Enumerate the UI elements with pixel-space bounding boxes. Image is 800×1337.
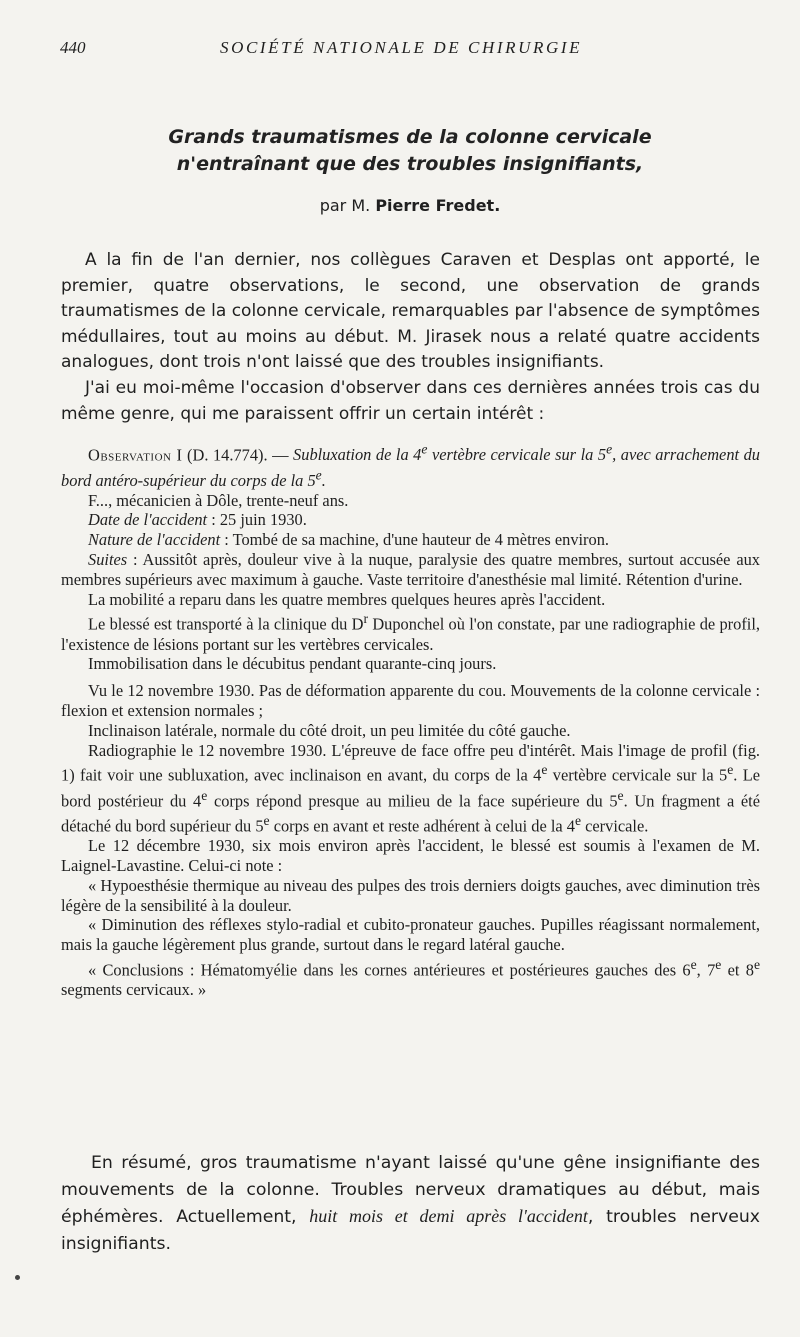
quote-paragraph-2: « Diminution des réflexes stylo-radial et cubito-pronateur gauches. Pupilles réagissant normalement, mais la gauche légèrement plus grande, surtout dans le regard latéral gauche. xyxy=(61,915,760,955)
superscript: e xyxy=(715,956,722,972)
byline-prefix: par M. xyxy=(319,196,371,215)
page-header xyxy=(60,38,760,64)
accident-nature xyxy=(61,530,760,550)
title-line-1: Grands traumatismes de la colonne cervicale xyxy=(168,126,652,148)
nature-value: : Tombé de sa machine, d'une hauteur de 4 mètres environ. xyxy=(220,530,610,550)
running-title: SOCIÉTÉ NATIONALE DE CHIRURGIE xyxy=(220,38,583,57)
superscript: e xyxy=(541,762,548,778)
intro-paragraph-2: J'ai eu moi-même l'occasion d'observer dans ces dernières années trois cas du même genre, qui me paraissent offrir un certain intérêt : xyxy=(61,377,760,424)
observation-heading xyxy=(61,440,760,491)
superscript: e xyxy=(201,787,208,803)
examen-paragraph: Le 12 décembre 1930, six mois environ après l'accident, le blessé est soumis à l'examen de M. Laignel-Lavastine. Celui-ci note : xyxy=(61,836,760,875)
summary-paragraph xyxy=(61,1150,760,1257)
observation-section xyxy=(61,440,760,1000)
quote-part: , 7 xyxy=(696,960,716,980)
date-value: : 25 juin 1930. xyxy=(207,510,307,530)
summary-text: En résumé, gros traumatisme n'ayant laissé qu'une gêne insignifiante des mouvements de la colonne. Troubles nerveux dramatiques au début, mais éphémères. Actuellement, xyxy=(61,1153,760,1227)
summary-italic: huit mois et demi après l'accident xyxy=(309,1206,588,1226)
radio-part: . Le bord postérieur du 4 xyxy=(61,765,761,811)
transport-part: Le blessé est transporté à la clinique du D xyxy=(88,614,364,634)
patient-line: F..., mécanicien à Dôle, trente-neuf ans. xyxy=(88,490,349,510)
introduction xyxy=(61,248,760,427)
summary-text-end: , troubles nerveux insignifiants. xyxy=(61,1207,760,1254)
author-name: Pierre Fredet. xyxy=(375,196,501,215)
summary-section xyxy=(61,1150,760,1257)
superscript: e xyxy=(617,787,624,803)
transport-paragraph xyxy=(61,609,760,654)
mobilite-paragraph: La mobilité a reparu dans les quatre membres quelques heures après l'accident. xyxy=(88,589,606,609)
ink-speck xyxy=(15,1275,20,1280)
transport-part: Duponchel où l'on constate, par une radiographie de profil, l'existence de lésions portant sur les vertèbres cervicales. xyxy=(61,614,760,654)
inclinaison-paragraph: Inclinaison latérale, normale du côté droit, un peu limitée du côté gauche. xyxy=(88,720,571,740)
superscript: e xyxy=(606,442,613,457)
superscript: e xyxy=(421,442,428,457)
observation-ref: (D. 14.774). — xyxy=(182,445,294,465)
observation-title-part: . xyxy=(321,470,326,490)
nature-label: Nature de l'accident xyxy=(88,530,221,550)
intro-paragraph-1: A la fin de l'an dernier, nos collègues Caraven et Desplas ont apporté, le premier, quatre observations, le second, une observation de grands traumatismes de la colonne cervicale, remarquables par l'absence de symptômes médullaires, tout au moins au début. M. Jirasek nous a relaté quatre accidents analogues, dont trois n'ont laissé que des troubles insignifiants. xyxy=(61,250,760,373)
byline xyxy=(60,196,760,215)
superscript: e xyxy=(263,812,270,828)
radio-part: corps répond presque au milieu de la face supérieure du 5 xyxy=(207,791,618,811)
superscript: r xyxy=(363,611,369,627)
radio-part: Radiographie le 12 novembre 1930. L'épreuve de face offre peu d'intérêt. Mais l'image de profil (fig. 1) fait voir une subluxation, avec inclinaison en avant, du corps de la 4 xyxy=(61,740,760,785)
superscript: e xyxy=(574,812,582,828)
quote-paragraph-1: « Hypoesthésie thermique au niveau des pulpes des trois derniers doigts gauches, avec diminution très légère de la sensibilité à la douleur. xyxy=(61,875,760,915)
quote-paragraph-3 xyxy=(61,955,760,1000)
radio-part: . Un fragment a été détaché du bord supérieur du 5 xyxy=(61,791,761,836)
page-number: 440 xyxy=(60,38,86,57)
radio-part: corps en avant et reste adhérent à celui de la 4 xyxy=(269,816,575,836)
quote-part: et 8 xyxy=(721,960,754,980)
superscript: e xyxy=(753,956,761,972)
superscript: e xyxy=(690,956,697,972)
date-label: Date de l'accident xyxy=(88,510,208,530)
quote-part: « Conclusions : Hématomyélie dans les cornes antérieures et postérieures gauches des 6 xyxy=(88,960,691,980)
suites-paragraph xyxy=(61,550,760,590)
superscript: e xyxy=(727,762,734,778)
observation-title-part: vertèbre cervicale sur la 5 xyxy=(427,445,607,465)
accident-date xyxy=(61,510,760,530)
immobilisation-paragraph: Immobilisation dans le décubitus pendant quarante-cinq jours. xyxy=(88,654,497,674)
observation-title-part: Subluxation de la 4 xyxy=(293,445,422,465)
observation-label: Observation I xyxy=(88,445,183,465)
superscript: e xyxy=(315,467,322,483)
observation-title-part: , avec arrachement du bord antéro-supérieur du corps de la 5 xyxy=(61,445,760,490)
radio-part: cervicale. xyxy=(581,816,649,836)
radio-part: vertèbre cervicale sur la 5 xyxy=(547,765,728,785)
article-title xyxy=(60,124,760,178)
radiographie-paragraph xyxy=(61,741,760,837)
suites-value: : Aussitôt après, douleur vive à la nuque, paralysie des quatre membres, surtout accusée aux membres supérieurs avec maximum à gauche. Vaste territoire d'anesthésie mal limité. Rétention d'urine. xyxy=(61,549,760,589)
quote-part: segments cervicaux. » xyxy=(61,980,207,1000)
title-line-2: n'entraînant que des troubles insignifiants, xyxy=(176,153,644,175)
vu-paragraph: Vu le 12 novembre 1930. Pas de déformation apparente du cou. Mouvements de la colonne cervicale : flexion et extension normales ; xyxy=(61,681,760,720)
suites-label: Suites xyxy=(88,549,128,569)
